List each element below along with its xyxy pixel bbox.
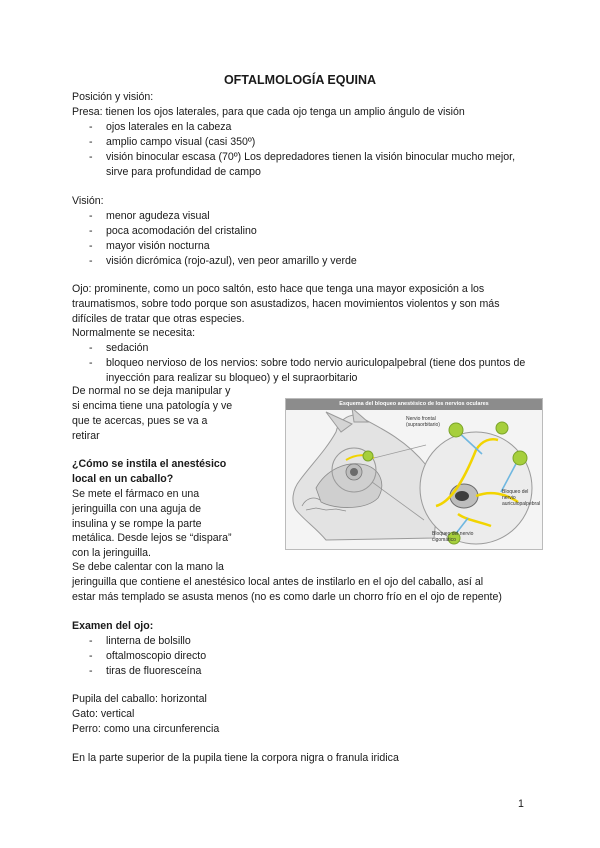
manip-line: que te acercas, pues se va a [72, 415, 208, 427]
figure-title: Esquema del bloqueo anestésico de los nervios oculares [286, 399, 542, 410]
presa-line: Presa: tienen los ojos laterales, para que cada ojo tenga un amplio ángulo de visión [72, 106, 465, 118]
examen-list [72, 634, 532, 679]
list-item: - linterna de bolsillo [89, 635, 191, 647]
page-title: OFTALMOLOGÍA EQUINA [223, 73, 377, 87]
list-item: - bloqueo nervioso de los nervios: sobre todo nervio auriculopalpebral (tiene dos puntos de inyección para realizar su bloqueo) y el supraorbitario [89, 357, 526, 384]
final-line: En la parte superior de la pupila tiene la corpora nigra o franula iridica [72, 752, 399, 764]
list-item: - tiras de fluoresceína [89, 665, 202, 677]
examen-heading: Examen del ojo: [72, 620, 154, 632]
list-item: - amplio campo visual (casi 350º) [89, 136, 256, 148]
manip-line: si encima tiene una patología y ve [72, 400, 233, 412]
section-heading-position: Posición y visión: [72, 91, 154, 103]
instila-heading: ¿Cómo se instila el anestésico [72, 458, 227, 470]
list-item: - menor agudeza visual [89, 210, 210, 222]
ojo-line: traumatismos, sobre todo porque son asustadizos, hacen movimientos violentos y son más [72, 298, 500, 310]
list-item: - oftalmoscopio directo [89, 650, 207, 662]
instila-line: Se debe calentar con la mano la [72, 561, 224, 573]
instila-line: jeringuilla con una aguja de [72, 503, 201, 515]
nerve-block-figure [285, 398, 543, 550]
page-number: 1 [518, 798, 524, 810]
list-item: - visión binocular escasa (70º) Los depredadores tienen la visión binocular mucho mejor, sirve para profundidad de campo [89, 151, 516, 178]
ojo-line: Ojo: prominente, como un poco saltón, esto hace que tenga una mayor exposición a los [72, 283, 485, 295]
manip-line: retirar [72, 430, 100, 442]
instila-line: metálica. Desde lejos se “dispara” [72, 532, 232, 544]
instila-line: jeringuilla que contiene el anestésico local antes de instilarlo en el ojo del caballo, así al [72, 576, 484, 588]
ojo-line: difíciles de tratar que otras especies. [72, 313, 245, 325]
section-heading-vision: Visión: [72, 195, 104, 207]
instila-line: con la jeringuilla. [72, 547, 151, 559]
horse-head-illustration [286, 410, 542, 549]
list-item: - sedación [89, 342, 149, 354]
vision-list [72, 209, 532, 269]
pupila-line: Perro: como una circunferencia [72, 723, 220, 735]
list-item: - ojos laterales en la cabeza [89, 121, 232, 133]
label-supraorbital: Nervio frontal (supraorbitario) [406, 416, 440, 428]
pupila-line: Pupila del caballo: horizontal [72, 693, 207, 705]
label-cigomatico: Bloqueo del nervio cigomático [432, 531, 474, 543]
instila-heading: local en un caballo? [72, 473, 174, 485]
normal-line: Normalmente se necesita: [72, 327, 196, 339]
list-item: - visión dicrómica (rojo-azul), ven peor amarillo y verde [89, 255, 357, 267]
presa-list [72, 120, 532, 180]
instila-line: insulina y se rompe la parte [72, 518, 202, 530]
manip-line: De normal no se deja manipular y [72, 385, 231, 397]
list-item: - poca acomodación del cristalino [89, 225, 257, 237]
label-auriculopalpebral: Bloqueo del nervio auriculopalpebral [502, 489, 541, 507]
instila-line: Se mete el fármaco en una [72, 488, 200, 500]
instila-line: estar más templado se asusta menos (no es como darle un chorro frío en el ojo de repente) [72, 591, 502, 603]
normal-list [72, 341, 532, 386]
list-item: - mayor visión nocturna [89, 240, 210, 252]
pupila-line: Gato: vertical [72, 708, 135, 720]
